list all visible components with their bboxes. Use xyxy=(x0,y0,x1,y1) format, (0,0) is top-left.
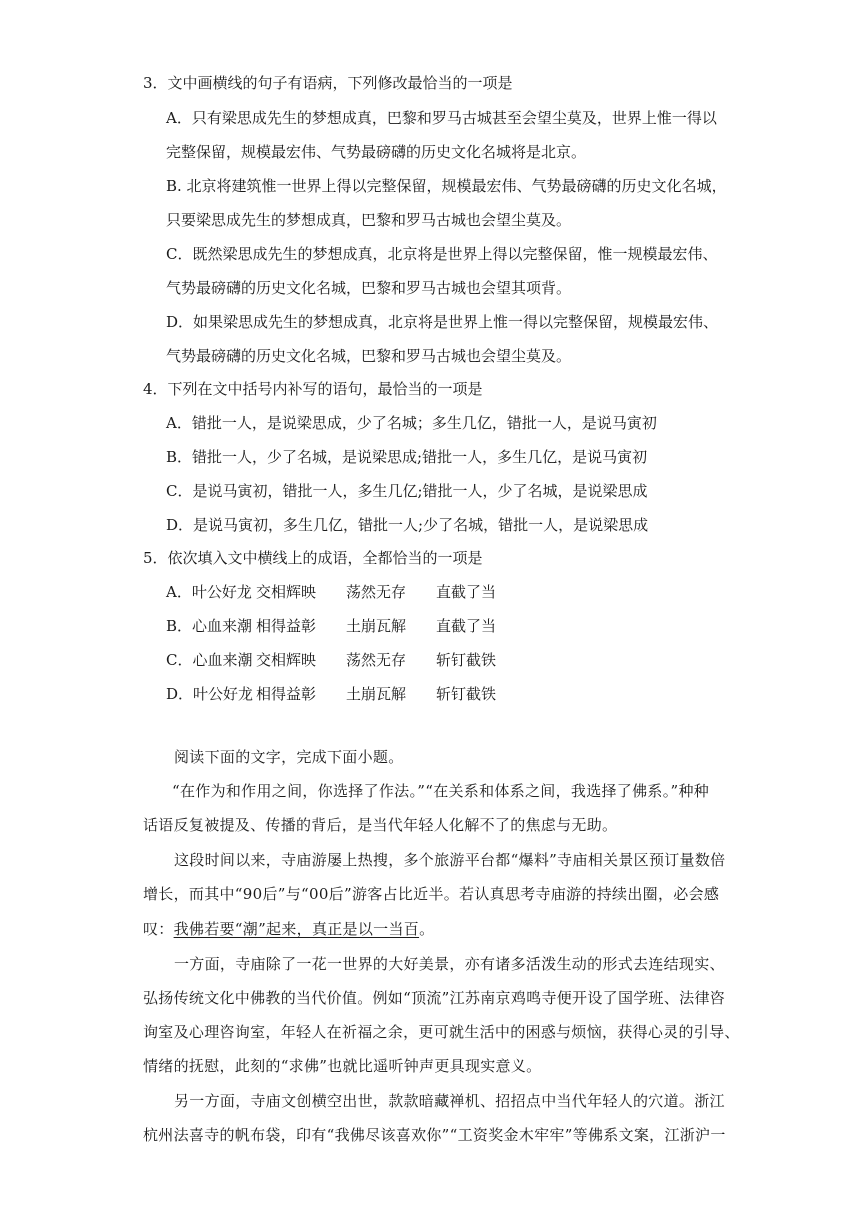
q3-option-d-line1: D．如果梁思成先生的梦想成真，北京将是世界上惟一得以完整保留，规模最宏伟、 xyxy=(166,313,719,331)
q5-option-d xyxy=(166,683,526,704)
q3-option-b-line2: 只要梁思成先生的梦想成真，巴黎和罗马古城也会望尘莫及。 xyxy=(166,211,572,229)
passage-p2-line1: 这段时间以来，寺庙游屡上热搜，多个旅游平台都“爆料”寺庙相关景区预订量数倍 xyxy=(174,851,726,869)
passage-p3-line1: 一方面，寺庙除了一花一世界的大好美景，亦有诸多活泼生动的形式去连结现实、 xyxy=(174,955,725,973)
q5-option-b xyxy=(166,615,526,636)
q5-option-d-word1: D．叶公好龙 xyxy=(166,685,254,703)
q5-option-d-word3: 土崩瓦解 xyxy=(346,685,407,703)
q3-option-b-line1: B. 北京将建筑惟一世界上得以完整保留，规模最宏伟、气势最磅礴的历史文化名城， xyxy=(166,177,727,195)
q5-option-a-word2: 交相辉映 xyxy=(256,583,317,601)
q5-option-b-word3: 土崩瓦解 xyxy=(346,617,407,635)
q3-option-a-line1: A．只有梁思成先生的梦想成真，巴黎和罗马古城甚至会望尘莫及，世界上惟一得以 xyxy=(166,109,717,127)
passage-p3-line2: 弘扬传统文化中佛教的当代价值。例如“顶流”江苏南京鸡鸣寺便开设了国学班、法律咨 xyxy=(143,989,726,1007)
q5-option-b-word1: B．心血来潮 xyxy=(166,617,253,635)
reading-intro: 阅读下面的文字，完成下面小题。 xyxy=(174,748,404,766)
q5-option-b-word2: 相得益彰 xyxy=(256,617,317,635)
passage-p4-line2: 杭州法喜寺的帆布袋，印有“我佛尽该喜欢你”“工资奖金木牢牢”等佛系文案，江浙沪一 xyxy=(143,1126,726,1144)
q4-option-b: B．错批一人，少了名城，是说梁思成;错批一人，多生几亿，是说马寅初 xyxy=(166,448,648,466)
q3-option-c-line2: 气势最磅礴的历史文化名城，巴黎和罗马古城也会望其项背。 xyxy=(166,279,572,297)
passage-p2-line3 xyxy=(143,918,434,939)
q5-option-a-word3: 荡然无存 xyxy=(346,583,407,601)
question-5-stem: 5．依次填入文中横线上的成语，全都恰当的一项是 xyxy=(143,549,483,567)
q4-option-a: A．错批一人，是说梁思成，少了名城；多生几亿，错批一人，是说马寅初 xyxy=(166,414,657,432)
q4-option-c: C．是说马寅初，错批一人，多生几亿;错批一人，少了名城，是说梁思成 xyxy=(166,482,648,500)
passage-p2-line3-suffix: 。 xyxy=(419,920,435,938)
passage-p2-line2: 增长，而其中“90后”与“00后”游客占比近半。若认真思考寺庙游的持续出圈，必会感 xyxy=(143,885,720,903)
question-3-stem: 3．文中画横线的句子有语病，下列修改最恰当的一项是 xyxy=(143,74,513,92)
q5-option-b-word4: 直截了当 xyxy=(436,617,497,635)
underlined-sentence: 我佛若要“潮”起来，真正是以一当百 xyxy=(173,920,420,938)
q3-option-c-line1: C．既然梁思成先生的梦想成真，北京将是世界上得以完整保留，惟一规模最宏伟、 xyxy=(166,245,718,263)
q5-option-a xyxy=(166,581,526,602)
passage-p3-line3: 询室及心理咨询室，年轻人在祈福之余，更可就生活中的困惑与烦恼，获得心灵的引导、 xyxy=(143,1023,740,1041)
passage-p1-line1: “在作为和作用之间，你选择了作法。”“在关系和体系之间，我选择了佛系。”种种 xyxy=(172,782,710,800)
q5-option-c-word3: 荡然无存 xyxy=(346,651,407,669)
q5-option-d-word2: 相得益彰 xyxy=(256,685,317,703)
question-4-stem: 4．下列在文中括号内补写的语句，最恰当的一项是 xyxy=(143,380,483,398)
q4-option-d: D．是说马寅初，多生几亿，错批一人;少了名城，错批一人，是说梁思成 xyxy=(166,516,649,534)
q5-option-c-word4: 斩钉截铁 xyxy=(436,651,497,669)
q5-option-c-word1: C．心血来潮 xyxy=(166,651,253,669)
q5-option-a-word1: A．叶公好龙 xyxy=(166,583,252,601)
passage-p4-line1: 另一方面，寺庙文创横空出世，款款暗藏禅机、招招点中当代年轻人的穴道。浙江 xyxy=(174,1092,725,1110)
q5-option-c xyxy=(166,649,526,670)
q5-option-c-word2: 交相辉映 xyxy=(256,651,317,669)
q3-option-a-line2: 完整保留，规模最宏伟、气势最磅礴的历史文化名城将是北京。 xyxy=(166,143,587,161)
passage-p3-line4: 情绪的抚慰，此刻的“求佛”也就比遥听钟声更具现实意义。 xyxy=(143,1057,542,1075)
passage-p1-line2: 话语反复被提及、传播的背后，是当代年轻人化解不了的焦虑与无助。 xyxy=(143,816,618,834)
q5-option-a-word4: 直截了当 xyxy=(436,583,497,601)
q5-option-d-word4: 斩钉截铁 xyxy=(436,685,497,703)
q3-option-d-line2: 气势最磅礴的历史文化名城，巴黎和罗马古城也会望尘莫及。 xyxy=(166,347,572,365)
passage-p2-line3-prefix: 叹： xyxy=(143,920,174,938)
